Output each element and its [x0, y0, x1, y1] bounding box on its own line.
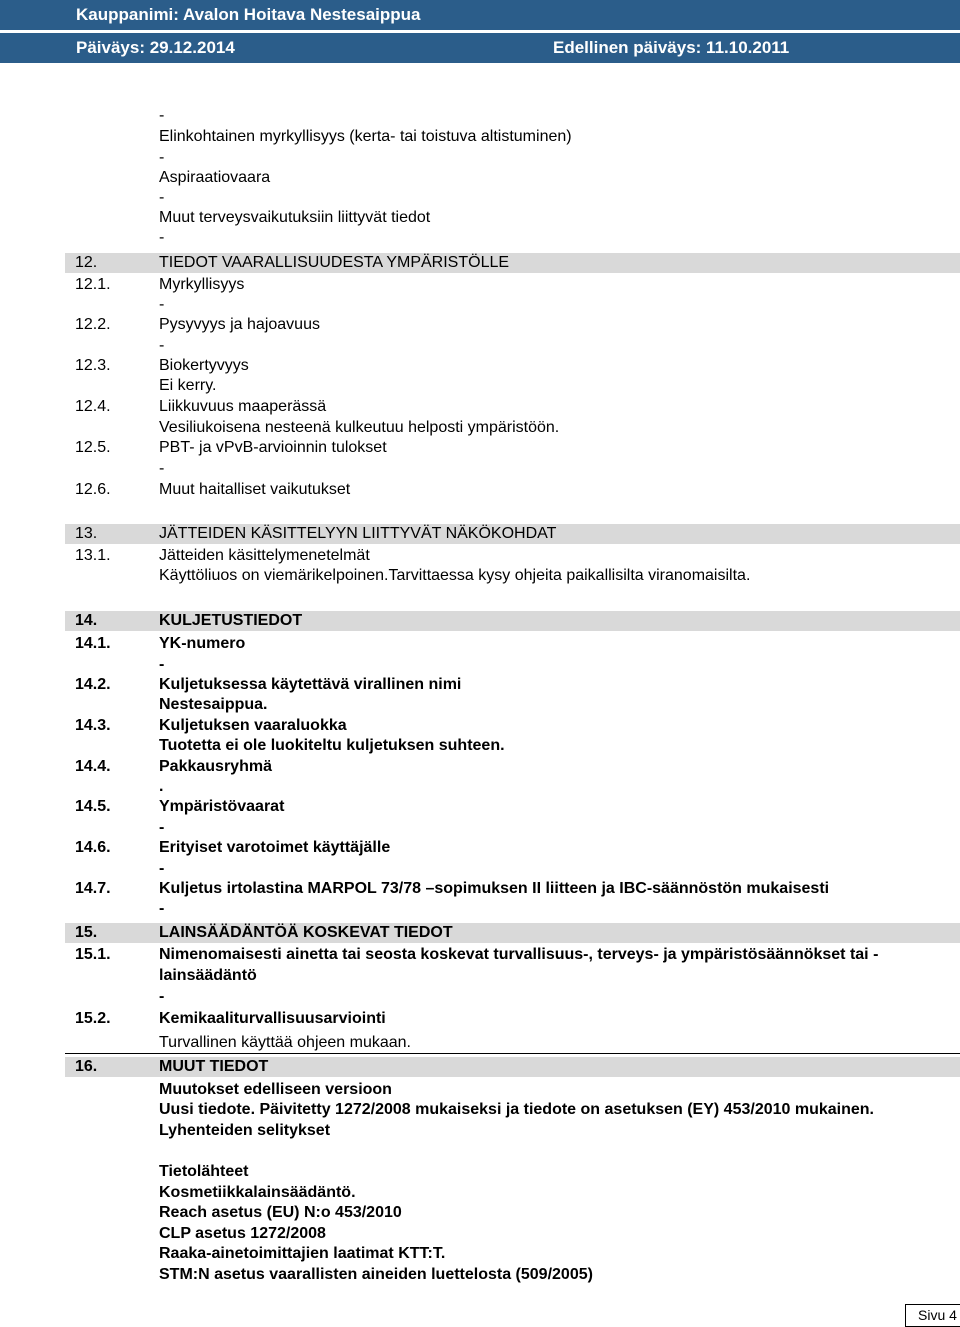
value: Tuotetta ei ole luokiteltu kuljetuksen suhteen. [159, 737, 505, 754]
abbreviations-heading: Lyhenteiden selitykset [159, 1122, 331, 1139]
subsection-number: 14.1. [75, 635, 111, 652]
subsection-number: 12.5. [75, 439, 111, 456]
toxicity-heading: Myrkyllisyys [159, 276, 245, 293]
section-number: 13. [75, 525, 98, 542]
mobility-heading: Liikkuvuus maaperässä [159, 398, 327, 415]
subsection-number: 12.6. [75, 481, 111, 498]
subsection-number: 12.1. [75, 276, 111, 293]
csa-heading: Kemikaaliturvallisuusarviointi [159, 1010, 386, 1027]
previous-date: Edellinen päiväys: 11.10.2011 [553, 38, 790, 57]
waste-methods-heading: Jätteiden käsittelymenetelmät [159, 547, 370, 564]
value: - [159, 656, 165, 673]
page-number-box [905, 1304, 960, 1327]
trade-name: Kauppanimi: Avalon Hoitava Nestesaippua [76, 5, 421, 24]
source-item: Reach asetus (EU) N:o 453/2010 [159, 1204, 402, 1221]
header-bar-title [0, 0, 960, 30]
user-precautions-heading: Erityiset varotoimet käyttäjälle [159, 839, 391, 856]
section-number: 12. [75, 254, 98, 271]
value: - [159, 900, 165, 917]
value: Nestesaippua. [159, 696, 268, 713]
value: Ei kerry. [159, 377, 217, 394]
value: - [159, 988, 165, 1005]
divider [65, 1053, 960, 1054]
source-item: CLP asetus 1272/2008 [159, 1225, 326, 1242]
subsection-number: 12.2. [75, 316, 111, 333]
value: - [159, 819, 165, 836]
bulk-transport-heading: Kuljetus irtolastina MARPOL 73/78 –sopimuksen II liitteen ja IBC-säännöstön mukaisesti [159, 880, 830, 897]
env-hazards-heading: Ympäristövaarat [159, 798, 285, 815]
stot-re-heading: Elinkohtainen myrkyllisyys (kerta- tai toistuva altistuminen) [159, 128, 572, 145]
aspiration-heading: Aspiraatiovaara [159, 169, 271, 186]
subsection-number: 12.4. [75, 398, 111, 415]
value: - [159, 337, 165, 354]
section-number: 14. [75, 612, 98, 629]
persistence-heading: Pysyvyys ja hajoavuus [159, 316, 320, 333]
header-bar-dates [0, 33, 960, 63]
sources-heading: Tietolähteet [159, 1163, 249, 1180]
regulations-heading: Nimenomaisesti ainetta tai seosta koskevat turvallisuus-, terveys- ja ympäristösäännökset tai - [159, 946, 879, 963]
subsection-number: 15.2. [75, 1010, 111, 1027]
shipping-name-heading: Kuljetuksessa käytettävä virallinen nimi [159, 676, 462, 693]
other-health-heading: Muut terveysvaikutuksiin liittyvät tiedot [159, 209, 431, 226]
subsection-number: 14.5. [75, 798, 111, 815]
subsection-number: 12.3. [75, 357, 111, 374]
changes-heading: Muutokset edelliseen versioon [159, 1081, 392, 1098]
dash: - [159, 107, 165, 124]
hazard-class-heading: Kuljetuksen vaaraluokka [159, 717, 347, 734]
value: - [159, 460, 165, 477]
subsection-number: 15.1. [75, 946, 111, 963]
dash: - [159, 149, 165, 166]
value: Käyttöliuos on viemärikelpoinen.Tarvittaessa kysy ohjeita paikallisilta viranomaisilta. [159, 567, 751, 584]
source-item: STM:N asetus vaarallisten aineiden luettelosta (509/2005) [159, 1266, 593, 1283]
subsection-number: 14.7. [75, 880, 111, 897]
other-effects-heading: Muut haitalliset vaikutukset [159, 481, 351, 498]
section-title: KULJETUSTIEDOT [159, 612, 303, 629]
subsection-number: 14.6. [75, 839, 111, 856]
section-title: LAINSÄÄDÄNTÖÄ KOSKEVAT TIEDOT [159, 924, 453, 941]
section-number: 16. [75, 1058, 98, 1075]
dash: - [159, 229, 165, 246]
section-title: MUUT TIEDOT [159, 1058, 269, 1075]
subsection-number: 14.4. [75, 758, 111, 775]
value: - [159, 860, 165, 877]
section-number: 15. [75, 924, 98, 941]
packing-group-heading: Pakkausryhmä [159, 758, 272, 775]
subsection-number: 14.2. [75, 676, 111, 693]
value: Vesiliukoisena nesteenä kulkeutuu helposti ympäristöön. [159, 419, 560, 436]
pbt-heading: PBT- ja vPvB-arvioinnin tulokset [159, 439, 387, 456]
section-title: TIEDOT VAARALLISUUDESTA YMPÄRISTÖLLE [159, 254, 510, 271]
value: Turvallinen käyttää ohjeen mukaan. [159, 1034, 411, 1051]
source-item: Raaka-ainetoimittajien laatimat KTT:T. [159, 1245, 446, 1262]
subsection-number: 14.3. [75, 717, 111, 734]
issue-date: Päiväys: 29.12.2014 [76, 38, 235, 57]
un-number-heading: YK-numero [159, 635, 246, 652]
page-number: Sivu 4 [918, 1307, 957, 1323]
value: . [159, 778, 164, 795]
subsection-number: 13.1. [75, 547, 111, 564]
bioaccumulation-heading: Biokertyvyys [159, 357, 249, 374]
value: - [159, 296, 165, 313]
regulations-heading-cont: lainsäädäntö [159, 967, 257, 984]
source-item: Kosmetiikkalainsäädäntö. [159, 1184, 356, 1201]
section-title: JÄTTEIDEN KÄSITTELYYN LIITTYVÄT NÄKÖKOHDAT [159, 525, 557, 542]
dash: - [159, 189, 165, 206]
changes-text: Uusi tiedote. Päivitetty 1272/2008 mukaiseksi ja tiedote on asetuksen (EY) 453/2010 mukainen. [159, 1101, 874, 1118]
